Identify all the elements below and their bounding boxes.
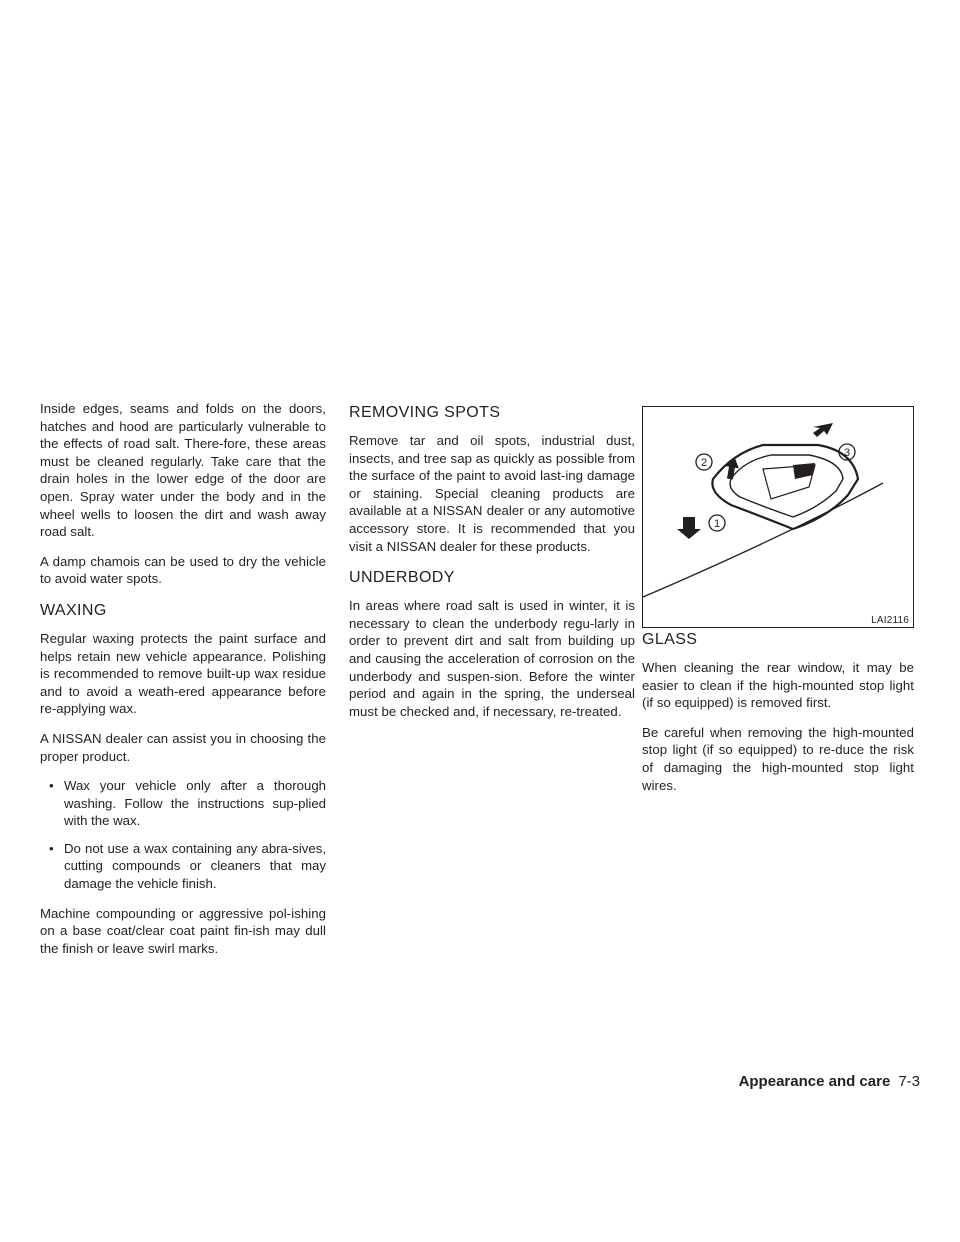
heading-waxing: WAXING: [40, 601, 107, 619]
page-number: 7-3: [898, 1073, 920, 1090]
paragraph-removing-spots: Remove tar and oil spots, industrial dust, insects, and tree sap as quickly as possible from the surface of the paint to avoid last-ing damage or staining. Special cleaning products are available at a NISSAN dealer or any automotive accessory store. It is recommended that you visit a NISSAN dealer for these products.: [349, 433, 635, 554]
middle-column: [349, 400, 635, 732]
callout-3-label: 3: [843, 447, 851, 459]
footer-section-title: Appearance and care: [738, 1073, 891, 1090]
stop-light-illustration: [642, 406, 914, 628]
paragraph-waxing-3: Machine compounding or aggressive pol-ishing on a base coat/clear coat paint fin-ish may dull the finish or leave swirl marks.: [40, 905, 326, 956]
paragraph-inside-edges: Inside edges, seams and folds on the doors, hatches and hood are particularly vulnerable to the effects of road salt. There-fore, these areas must be cleaned regularly. Take care that the drain holes in the lower edge of the door are open. Spray water under the body and in the wheel wells to loosen the dirt and wash away road salt.: [40, 401, 326, 540]
paragraph-waxing-2: A NISSAN dealer can assist you in choosing the proper product.: [40, 730, 326, 764]
list-item: • Wax your vehicle only after a thorough washing. Follow the instructions sup-plied with the wax.: [40, 777, 326, 830]
heading-glass: GLASS: [642, 631, 698, 648]
paragraph-waxing-1: Regular waxing protects the paint surface and helps retain new vehicle appearance. Polishing is recommended to remove built-up wax residue and to avoid a weath-ered appearance before re-applying wax.: [40, 630, 326, 717]
left-column: [40, 400, 326, 969]
heading-removing-spots: REMOVING SPOTS: [349, 404, 501, 421]
paragraph-chamois: A damp chamois can be used to dry the vehicle to avoid water spots.: [40, 553, 326, 587]
list-item: • Do not use a wax containing any abra-sives, cutting compounds or cleaners that may damage the vehicle finish.: [40, 840, 326, 893]
waxing-bullet-list: [40, 777, 326, 893]
paragraph-underbody: In areas where road salt is used in winter, it is necessary to clean the underbody regu-larly in order to prevent dirt and salt from building up and causing the acceleration of corrosion on the underbody and suspen-sion. Before the winter period and again in the spring, the underseal must be checked and, if necessary, re-treated.: [349, 598, 635, 719]
paragraph-glass-1: When cleaning the rear window, it may be easier to clean if the high-mounted stop light (if so equipped) is removed first.: [642, 660, 914, 711]
callout-1-label: 1: [713, 518, 721, 530]
callout-2-label: 2: [700, 457, 708, 469]
figure-code: LAI2116: [871, 615, 909, 626]
heading-underbody: UNDERBODY: [349, 569, 455, 587]
right-column: [642, 630, 914, 806]
paragraph-glass-2: Be careful when removing the high-mounted stop light (if so equipped) to re-duce the risk of damaging the high-mounted stop light wires.: [642, 724, 914, 793]
stop-light-drawing: [643, 407, 913, 627]
page-footer: [560, 1072, 920, 1092]
